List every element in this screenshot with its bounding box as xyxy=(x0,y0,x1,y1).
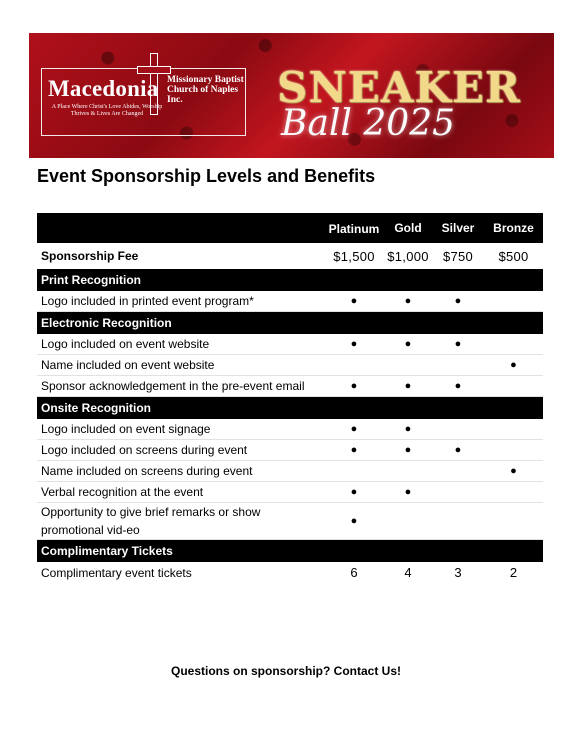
level-header-platinum: Platinum xyxy=(328,222,380,236)
cross-icon xyxy=(137,53,171,115)
section-header xyxy=(37,312,543,334)
event-title-sneaker: SNEAKER xyxy=(277,63,521,112)
level-header-gold: Gold xyxy=(394,221,422,235)
benefit-label: Logo included on screens during event xyxy=(41,443,248,457)
benefit-mark: ● xyxy=(454,380,462,392)
fee-bronze: $500 xyxy=(498,248,529,264)
section-title: Onsite Recognition xyxy=(41,401,152,415)
benefit-mark: ● xyxy=(454,338,462,350)
table-row xyxy=(37,334,543,355)
fee-platinum: $1,500 xyxy=(333,248,375,264)
benefit-mark xyxy=(484,482,543,502)
fee-row xyxy=(37,243,543,269)
benefit-mark: ● xyxy=(404,423,412,435)
section-title: Print Recognition xyxy=(41,273,141,287)
benefit-mark xyxy=(324,355,384,375)
benefit-mark: ● xyxy=(404,486,412,498)
benefit-label: Name included on event website xyxy=(41,358,215,372)
section-header xyxy=(37,269,543,291)
benefit-mark: ● xyxy=(404,444,412,456)
sponsorship-table xyxy=(37,213,543,583)
table-row xyxy=(37,482,543,503)
logo-name: Macedonia xyxy=(48,76,159,101)
benefit-mark: ● xyxy=(510,359,517,371)
table-row xyxy=(37,503,543,540)
benefit-mark xyxy=(484,419,543,439)
benefit-mark xyxy=(432,503,484,539)
benefit-mark xyxy=(384,355,432,375)
benefit-label: Logo included on event signage xyxy=(41,422,211,436)
table-row xyxy=(37,355,543,376)
benefit-mark xyxy=(384,503,432,539)
benefit-mark: ● xyxy=(454,295,462,307)
benefit-mark xyxy=(484,503,543,539)
table-header-row xyxy=(37,213,543,243)
section-header xyxy=(37,397,543,419)
fee-silver: $750 xyxy=(442,248,474,264)
benefit-mark: ● xyxy=(454,444,462,456)
benefit-mark xyxy=(432,419,484,439)
event-banner xyxy=(29,33,554,158)
benefit-mark xyxy=(432,461,484,481)
fee-label: Sponsorship Fee xyxy=(41,249,139,263)
table-row xyxy=(37,440,543,461)
table-row xyxy=(37,419,543,440)
benefit-mark xyxy=(432,355,484,375)
benefit-mark: ● xyxy=(350,338,358,350)
table-row xyxy=(37,376,543,397)
ticket-count: 3 xyxy=(454,565,462,580)
benefit-mark xyxy=(484,291,543,311)
benefit-label: Sponsor acknowledgement in the pre-event email xyxy=(41,379,305,393)
benefit-label: Logo included in printed event program* xyxy=(41,294,254,308)
benefit-mark: ● xyxy=(510,465,517,477)
table-row xyxy=(37,562,543,583)
benefit-mark xyxy=(432,482,484,502)
event-title-ball: Ball 2025 xyxy=(281,103,456,144)
section-header xyxy=(37,540,543,562)
section-title: Electronic Recognition xyxy=(41,316,172,330)
benefit-mark: ● xyxy=(350,380,358,392)
benefit-mark xyxy=(484,440,543,460)
benefit-mark: ● xyxy=(350,295,358,307)
church-logo xyxy=(41,68,246,136)
contact-prompt[interactable]: Questions on sponsorship? Contact Us! xyxy=(170,664,401,678)
logo-church-name: Missionary Baptist Church of Naples Inc. xyxy=(167,75,244,105)
logo-tagline: A Place Where Christ's Love Abides, Worship Thrives & Lives Are Changed xyxy=(51,104,163,117)
table-row xyxy=(37,461,543,482)
benefit-label: Opportunity to give brief remarks or show promotional vid-eo xyxy=(41,505,261,537)
benefit-mark: ● xyxy=(404,380,412,392)
benefit-label: Name included on screens during event xyxy=(41,464,253,478)
ticket-count: 6 xyxy=(350,565,358,580)
ticket-count: 4 xyxy=(404,565,412,580)
benefit-mark: ● xyxy=(350,515,358,527)
benefit-label: Logo included on event website xyxy=(41,337,210,351)
level-header-bronze: Bronze xyxy=(493,221,534,235)
page-title: Event Sponsorship Levels and Benefits xyxy=(37,166,376,186)
benefit-mark xyxy=(324,461,384,481)
section-title: Complimentary Tickets xyxy=(41,544,173,558)
benefit-label: Verbal recognition at the event xyxy=(41,485,204,499)
fee-gold: $1,000 xyxy=(387,248,429,264)
benefit-mark: ● xyxy=(350,486,358,498)
benefit-mark xyxy=(484,334,543,354)
benefit-label: Complimentary event tickets xyxy=(41,565,192,580)
table-row xyxy=(37,291,543,312)
benefit-mark: ● xyxy=(404,338,412,350)
benefit-mark: ● xyxy=(350,444,358,456)
benefit-mark xyxy=(484,376,543,396)
benefit-mark: ● xyxy=(350,423,358,435)
benefit-mark: ● xyxy=(404,295,412,307)
ticket-count: 2 xyxy=(509,565,518,580)
benefit-mark xyxy=(384,461,432,481)
level-header-silver: Silver xyxy=(441,221,475,235)
